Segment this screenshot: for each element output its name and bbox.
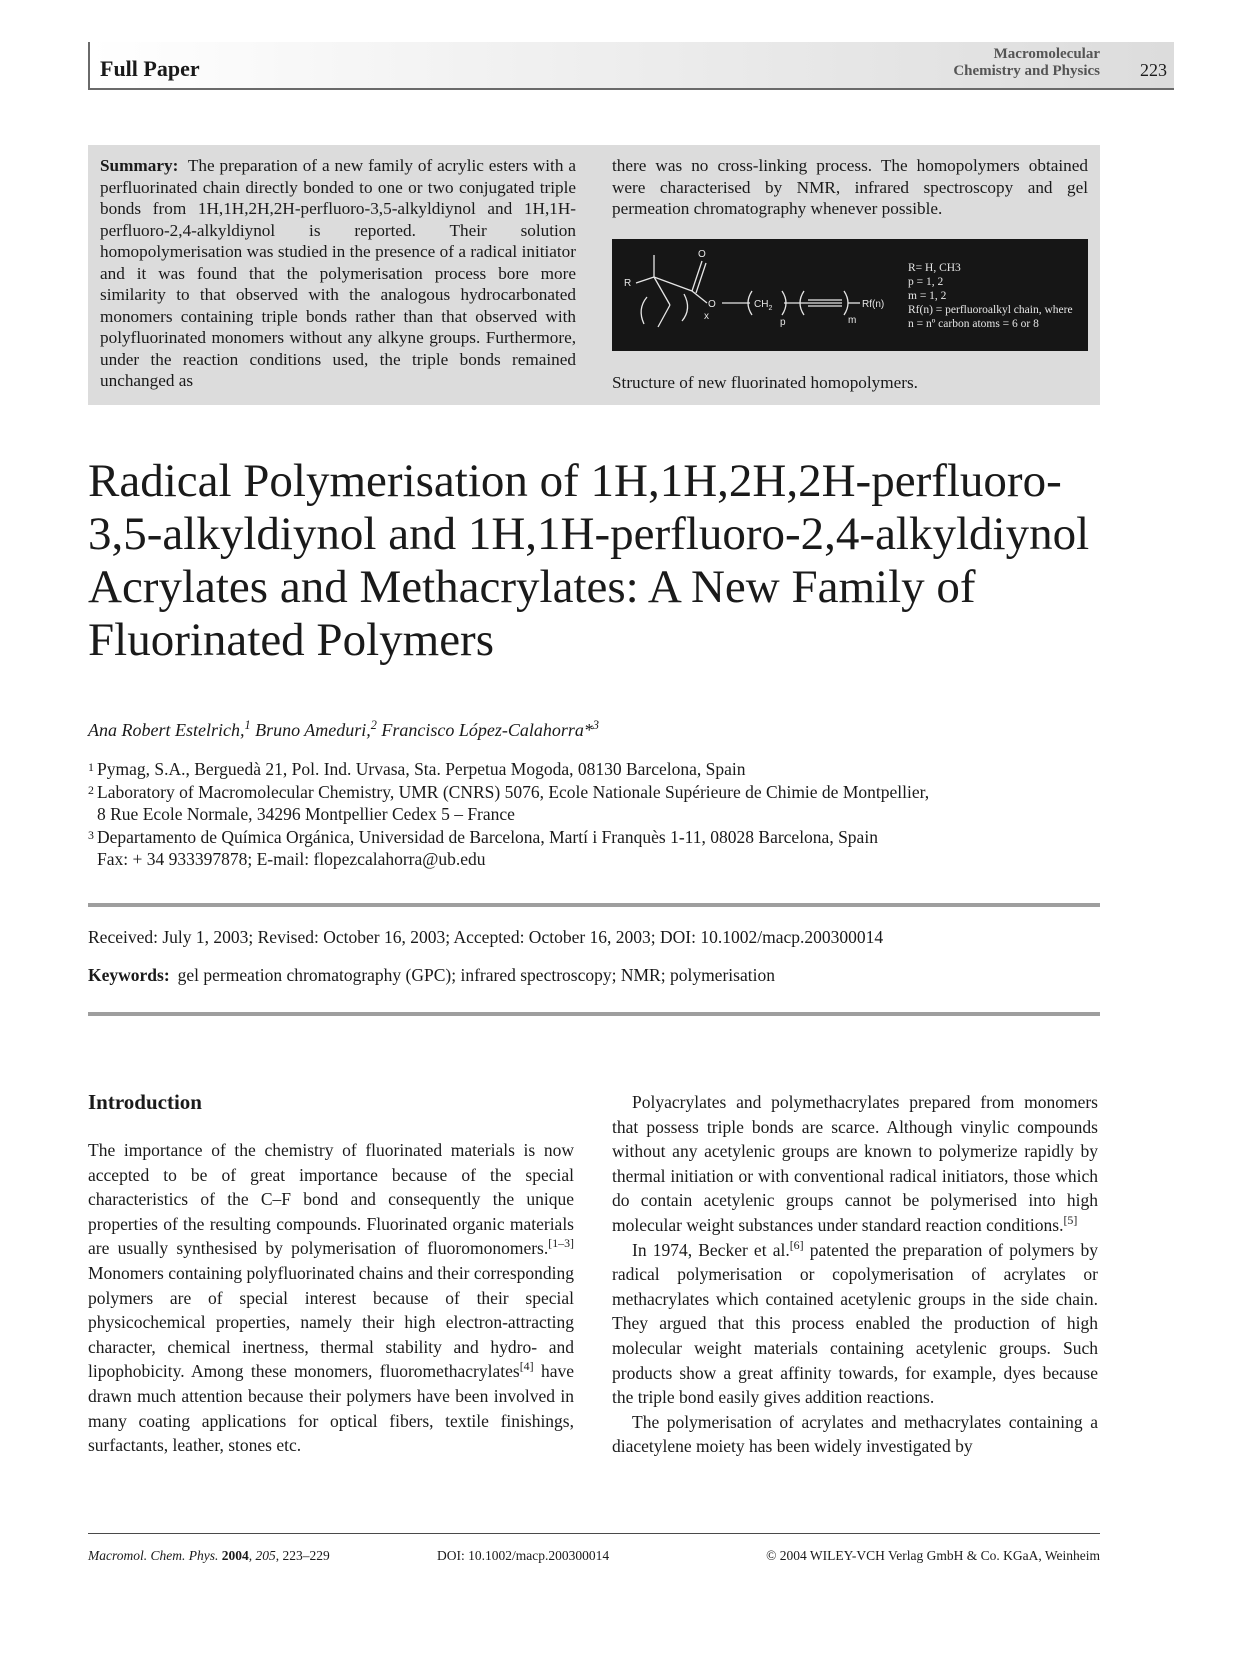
paper-title: Radical Polymerisation of 1H,1H,2H,2H-perfluoro-3,5-alkyldiynol and 1H,1H-perfluoro-2,4-alkyldiynol Acrylates and Methacrylates: A New Family of Fluorinated Polymers bbox=[88, 455, 1090, 666]
body-paragraph: The importance of the chemistry of fluorinated materials is now accepted to be of great importance because of the special characteristics of the C–F bond and consequently the unique properties of the resulting compounds. Fluorinated organic materials are usually synthesised by polymerisation of fluoromonomers.[1–3] Monomers containing polyfluorinated chains and their corresponding polymers are of special interest because of their special physicochemical properties, namely their high electron-attracting character, chemical inertness, thermal stability and hydro- and lipophobicity. Among these monomers, fluoromethacrylates[4] have drawn much attention because their polymers have been involved in many coating applications for optical fibers, textile finishings, surfactants, leather, stones etc. bbox=[88, 1140, 574, 1456]
journal-name-line2: Chemistry and Physics bbox=[953, 63, 1100, 79]
citation[interactable]: [5] bbox=[1063, 1213, 1078, 1228]
citation[interactable]: [4] bbox=[519, 1359, 534, 1374]
subscript-x: x bbox=[704, 311, 709, 322]
legend-line-5: n = nº carbon atoms = 6 or 8 bbox=[908, 318, 1039, 330]
author-name: Francisco López-Calahorra* bbox=[381, 720, 593, 740]
co-double-2 bbox=[696, 263, 706, 293]
affiliation-line: 8 Rue Ecole Normale, 34296 Montpellier Cedex 5 – France bbox=[97, 804, 515, 824]
author-affiliation-mark: 1 bbox=[244, 718, 251, 732]
body-paragraph: Polyacrylates and polymethacrylates prepared from monomers that possess triple bonds are scarce. Although vinylic compounds without any acetylenic groups are known to polymerize rapidly by thermal initiation or with conventional radical initiators, those which do contain acetylenic groups cannot be polymerised into high molecular weight substances under standard reaction conditions.[5] bbox=[612, 1092, 1098, 1235]
legend-line-1: R= H, CH3 bbox=[908, 262, 961, 274]
divider-rule bbox=[88, 1012, 1100, 1016]
citation[interactable]: [6] bbox=[789, 1237, 804, 1252]
journal-name bbox=[900, 46, 1100, 80]
subscript-m: m bbox=[848, 315, 857, 326]
carbonyl-bond bbox=[654, 277, 692, 291]
footer-copyright: © 2004 WILEY-VCH Verlag GmbH & Co. KGaA, Weinheim bbox=[766, 1548, 1100, 1563]
structure-diagram bbox=[612, 239, 1088, 351]
affiliation-line: Departamento de Química Orgánica, Universidad de Barcelona, Martí i Franquès 1-11, 08028 Barcelona, Spain bbox=[97, 826, 878, 847]
affiliation-list bbox=[88, 758, 1128, 871]
legend-line-3: m = 1, 2 bbox=[908, 290, 947, 302]
body-paragraph: In 1974, Becker et al.[6] patented the preparation of polymers by radical polymerisation or copolymerisation of acrylates or methacrylates which contained acetylenic groups in the side chain. They argued that this process enabled the production of high molecular weight materials containing acetylenic groups. Such products show a great affinity towards, for example, dyes because the triple bond easily gives addition reactions. bbox=[612, 1237, 1099, 1408]
section-heading-introduction: Introduction bbox=[88, 1090, 202, 1114]
body-paragraph: The polymerisation of acrylates and methacrylates containing a diacetylene moiety has been widely investigated by bbox=[612, 1411, 1098, 1457]
affiliation: 2 Laboratory of Macromolecular Chemistry, UMR (CNRS) 5076, Ecole Nationale Supérieure de Chimie de Montpellier, 8 Rue Ecole Normale, 34296 Montpellier Cedex 5 – France bbox=[88, 781, 930, 824]
atom-o-top: O bbox=[698, 249, 706, 260]
footer-citation: Macromol. Chem. Phys. 2004, 205, 223–229 bbox=[88, 1548, 330, 1563]
footer-doi: DOI: 10.1002/macp.200300014 bbox=[437, 1548, 610, 1563]
keywords bbox=[88, 965, 775, 986]
received-dates: Received: July 1, 2003; Revised: October 16, 2003; Accepted: October 16, 2003; DOI: 10.1002/macp.200300014 bbox=[88, 927, 884, 947]
body-column-right bbox=[612, 1090, 1098, 1459]
summary-left-column bbox=[100, 155, 576, 392]
rf-group: Rf(n) bbox=[862, 299, 885, 310]
keywords-label: Keywords: bbox=[88, 965, 170, 985]
subscript-p: p bbox=[780, 317, 786, 328]
affiliation: 3 Departamento de Química Orgánica, Universidad de Barcelona, Martí i Franquès 1-11, 08028 Barcelona, Spain Fax: + 34 933397878; E-mail: flopezcalahorra@ub.edu bbox=[88, 826, 878, 869]
co-double-1 bbox=[692, 261, 702, 291]
polymer-structure-graphic bbox=[612, 239, 1088, 351]
summary-text-right: there was no cross-linking process. The homopolymers obtained were characterised by NMR, infrared spectroscopy and gel permeation chromatography whenever possible. bbox=[612, 156, 1088, 218]
r-bond bbox=[636, 277, 654, 283]
summary-text-left: The preparation of a new family of acrylic esters with a perfluorinated chain directly bonded to one or two conjugated triple bonds from 1H,1H,2H,2H-perfluoro-3,5-alkyldiynol and 1H,1H-perfluoro-2,4-alkyldiynol is reported. Their solution homopolymerisation was studied in the presence of a radical initiator and it was found that the polymerisation process bore more similarity to that observed with the analogous hydrocarbonated monomers containing triple bonds rather than that observed with polyfluorinated monomers without any alkyne groups. Furthermore, under the reaction conditions used, the triple bonds remained unchanged as bbox=[100, 156, 576, 390]
legend-line-2: p = 1, 2 bbox=[908, 276, 944, 288]
bracket-left bbox=[641, 297, 647, 324]
atom-o-chain: O bbox=[708, 299, 716, 310]
contact-line: Fax: + 34 933397878; E-mail: flopezcalahorra@ub.edu bbox=[97, 849, 486, 869]
atom-r: R bbox=[624, 278, 632, 289]
legend-line-4: Rf(n) = perfluoroalkyl chain, where bbox=[908, 304, 1073, 316]
page-number: 223 bbox=[1140, 60, 1167, 80]
journal-name-line1: Macromolecular bbox=[993, 46, 1100, 62]
citation[interactable]: [1–3] bbox=[548, 1236, 574, 1251]
keywords-text: gel permeation chromatography (GPC); infrared spectroscopy; NMR; polymerisation bbox=[177, 965, 775, 985]
author-name: Bruno Ameduri, bbox=[255, 720, 371, 740]
section-label: Full Paper bbox=[100, 56, 200, 81]
affiliation-line: Pymag, S.A., Berguedà 21, Pol. Ind. Urvasa, Sta. Perpetua Mogoda, 08130 Barcelona, Spain bbox=[97, 759, 746, 779]
footer-rule bbox=[88, 1533, 1100, 1534]
bracket-right bbox=[682, 294, 688, 321]
backbone-bond bbox=[654, 277, 670, 305]
affiliation: 1 Pymag, S.A., Berguedà 21, Pol. Ind. Urvasa, Sta. Perpetua Mogoda, 08130 Barcelona, Spain bbox=[88, 759, 746, 779]
graphic-caption: Structure of new fluorinated homopolymers. bbox=[612, 373, 918, 392]
affiliation-line: Laboratory of Macromolecular Chemistry, UMR (CNRS) 5076, Ecole Nationale Supérieure de Chimie de Montpellier, bbox=[97, 781, 930, 802]
ester-bond bbox=[692, 291, 707, 303]
ch2-group: $CH_2$ bbox=[754, 299, 773, 312]
body-column-left bbox=[88, 1138, 574, 1458]
author-affiliation-mark: 2 bbox=[370, 718, 377, 732]
author-affiliation-mark: 3 bbox=[592, 718, 600, 732]
backbone-bond-2 bbox=[658, 305, 670, 327]
divider-rule bbox=[88, 903, 1100, 907]
summary-label: Summary: bbox=[100, 156, 179, 175]
paren-m-right bbox=[844, 291, 848, 315]
author-list bbox=[88, 720, 599, 741]
author-name: Ana Robert Estelrich, bbox=[88, 720, 245, 740]
